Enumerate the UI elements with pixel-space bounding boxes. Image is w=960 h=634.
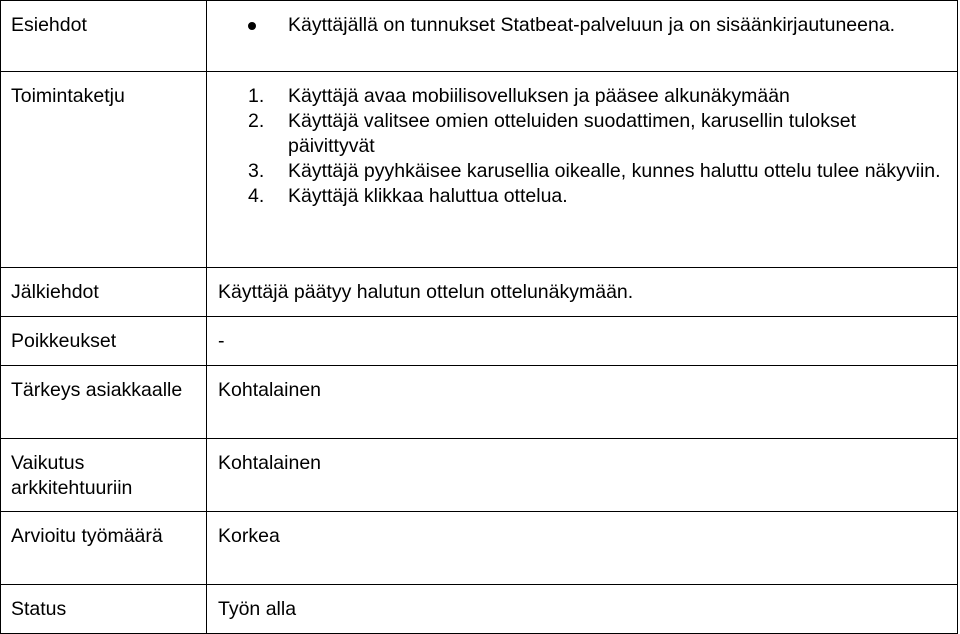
- prerequisites-list: [218, 13, 947, 38]
- value-prerequisites: [207, 1, 958, 72]
- step-text: Käyttäjä klikkaa haluttua ottelua.: [288, 185, 568, 207]
- value-importance: Kohtalainen: [207, 366, 958, 439]
- label-flow: Toimintaketju: [1, 72, 207, 268]
- label-postconditions: Jälkiehdot: [1, 268, 207, 317]
- value-postconditions: Käyttäjä päätyy halutun ottelun ottelunäkymään.: [207, 268, 958, 317]
- prerequisite-text: Käyttäjällä on tunnukset Statbeat-palveluun ja on sisäänkirjautuneena.: [288, 14, 896, 36]
- label-effort: Arvioitu työmäärä: [1, 512, 207, 585]
- row-flow: [1, 72, 958, 268]
- row-status: [1, 585, 958, 634]
- step-number: 4.: [248, 185, 265, 207]
- step-text: Käyttäjä valitsee omien otteluiden suodattimen, karusellin tulokset päivittyvät: [288, 110, 856, 157]
- value-flow: [207, 72, 958, 268]
- flow-step: [248, 109, 947, 159]
- step-number: 1.: [248, 85, 265, 107]
- value-exceptions: -: [207, 317, 958, 366]
- row-importance: [1, 366, 958, 439]
- label-status: Status: [1, 585, 207, 634]
- row-postconditions: [1, 268, 958, 317]
- flow-step: [248, 84, 947, 109]
- row-exceptions: [1, 317, 958, 366]
- prerequisite-item: [248, 13, 947, 38]
- value-status: Työn alla: [207, 585, 958, 634]
- label-importance: Tärkeys asiakkaalle: [1, 366, 207, 439]
- label-exceptions: Poikkeukset: [1, 317, 207, 366]
- flow-step: [248, 159, 947, 184]
- bullet-icon: [248, 22, 256, 30]
- label-prerequisites: Esiehdot: [1, 1, 207, 72]
- step-number: 2.: [248, 110, 265, 132]
- value-architecture: Kohtalainen: [207, 439, 958, 512]
- value-effort: Korkea: [207, 512, 958, 585]
- step-text: Käyttäjä avaa mobiilisovelluksen ja pääsee alkunäkymään: [288, 85, 790, 107]
- label-architecture: Vaikutus arkkitehtuuriin: [1, 439, 207, 512]
- flow-step: [248, 184, 947, 209]
- step-number: 3.: [248, 160, 265, 182]
- row-architecture: [1, 439, 958, 512]
- flow-steps-list: [218, 84, 947, 209]
- row-prerequisites: [1, 1, 958, 72]
- row-effort: [1, 512, 958, 585]
- step-text: Käyttäjä pyyhkäisee karusellia oikealle, kunnes haluttu ottelu tulee näkyviin.: [288, 160, 941, 182]
